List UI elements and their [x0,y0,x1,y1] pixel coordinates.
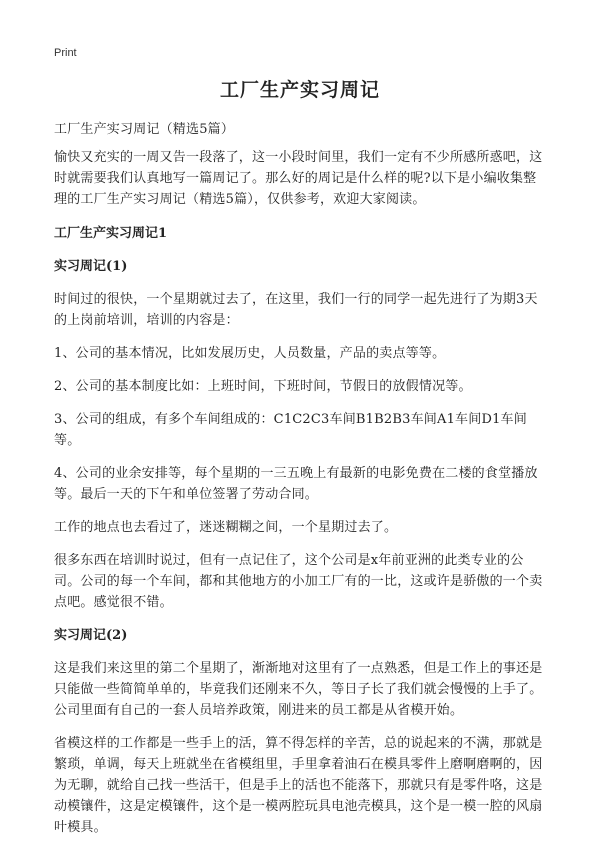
week2-heading: 实习周记(2) [54,628,128,643]
week1-paragraph: 时间过的很快，一个星期就过去了，在这里，我们一行的同学一起先进行了为期3天的上岗前培训，培训的内容是： [54,292,538,328]
intro-paragraph: 愉快又充实的一周又告一段落了，这一小段时间里，我们一定有不少所感所惑吧，这时就需要我们认真地写一篇周记了。那么好的周记是什么样的呢?以下是小编收集整理的工厂生产实习周记（精选5篇），仅供参考，欢迎大家阅读。 [54,150,543,207]
week1-paragraph: 4、公司的业余安排等，每个星期的一三五晚上有最新的电影免费在二楼的食堂播放等。最后一天的下午和单位签署了劳动合同。 [54,466,538,502]
week1-paragraph: 1、公司的基本情况，比如发展历史，人员数量，产品的卖点等等。 [54,346,446,361]
week2-paragraph: 这是我们来这里的第二个星期了，渐渐地对这里有了一点熟悉，但是工作上的事还是只能做一些简简单单的，毕竟我们还刚来不久，等日子长了我们就会慢慢的上手了。公司里面有自己的一套人员培养政策，刚进来的员工都是从省模开始。 [54,661,543,718]
week1-paragraph: 很多东西在培训时说过，但有一点记住了，这个公司是x年前亚洲的此类专业的公司。公司的每一个车间，都和其他地方的小加工厂有的一比，这或许是骄傲的一个卖点吧。感觉很不错。 [54,553,543,610]
week1-paragraph: 工作的地点也去看过了，迷迷糊糊之间，一个星期过去了。 [54,520,398,535]
article-heading: 工厂生产实习周记1 [54,226,168,241]
week1-heading: 实习周记(1) [54,259,128,274]
week1-paragraph: 2、公司的基本制度比如：上班时间，下班时间，节假日的放假情况等。 [54,379,472,394]
document-subtitle: 工厂生产实习周记（精选5篇） [54,122,235,137]
print-link[interactable]: Print [54,47,77,59]
week2-paragraph: 省模这样的工作都是一些手上的活，算不得怎样的辛苦，总的说起来的不满，那就是繁琐，单调，每天上班就坐在省模组里，手里拿着油石在模具零件上磨啊磨啊的，因为无聊，就给自己找一些活干，但是手上的活也不能落下，那就只有是零件咯，这是动模镶件，这是定模镶件，这个是一模两腔玩具电池壳模具，这个是一模一腔的风扇叶模具。 [54,736,543,835]
document-title: 工厂生产实习周记 [219,79,380,101]
week1-paragraph: 3、公司的组成，有多个车间组成的：C1C2C3车间B1B2B3车间A1车间D1车间等。 [54,412,527,448]
document-body [54,76,546,850]
